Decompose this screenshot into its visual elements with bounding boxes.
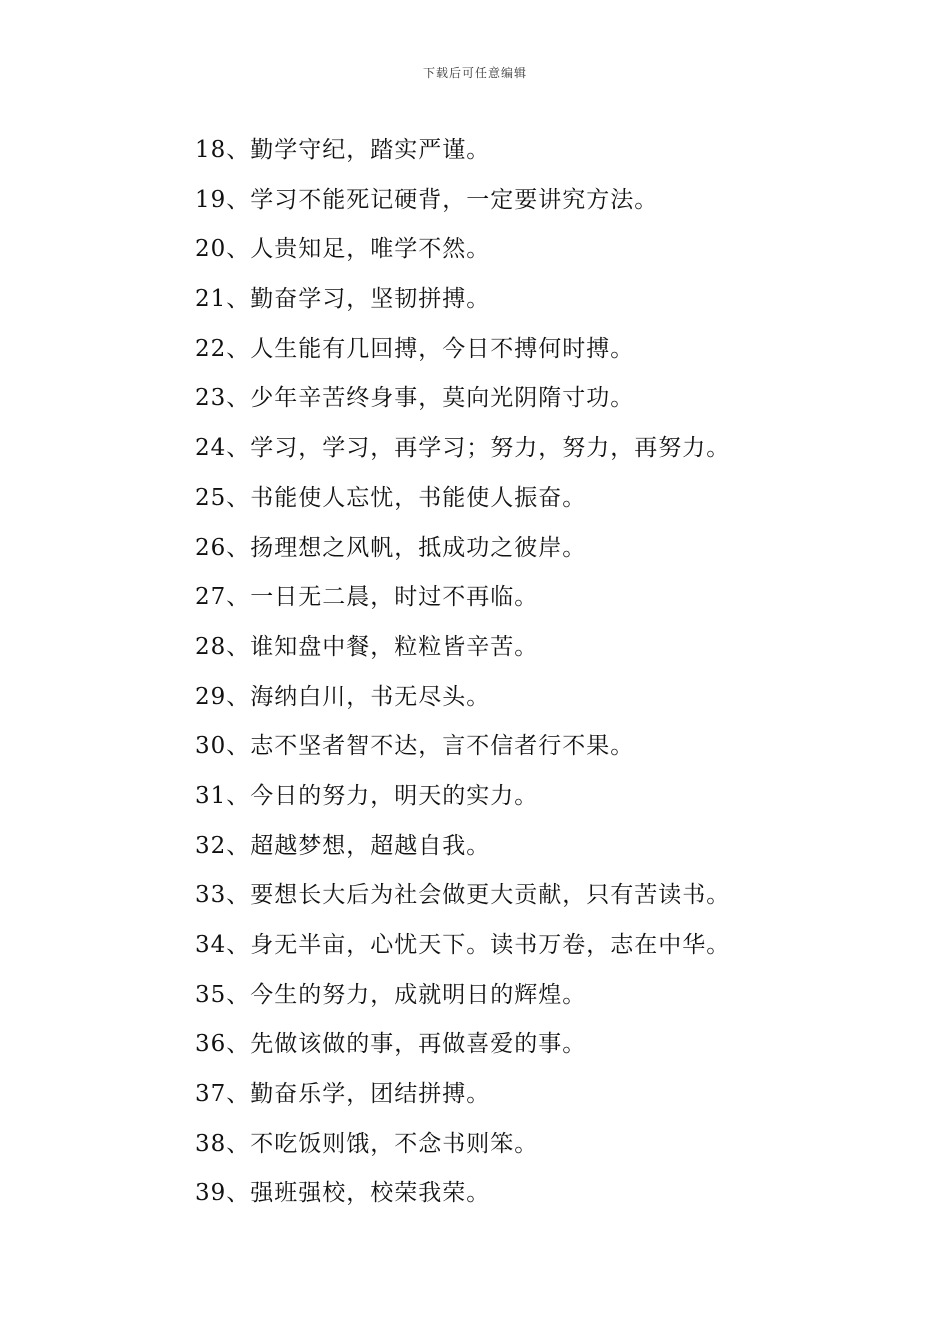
quote-item: 20、人贵知足，唯学不然。 — [195, 236, 491, 263]
quote-item: 27、一日无二晨，时过不再临。 — [195, 584, 539, 611]
quote-item: 33、要想长大后为社会做更大贡献，只有苦读书。 — [195, 882, 731, 909]
quote-item: 25、书能使人忘忧，书能使人振奋。 — [195, 484, 587, 511]
quote-item: 35、今生的努力，成就明日的辉煌。 — [195, 981, 587, 1008]
quote-item: 26、扬理想之风帆，抵成功之彼岸。 — [195, 534, 587, 561]
page-header: 下载后可任意编辑 — [422, 66, 527, 80]
quote-item: 39、强班强校，校荣我荣。 — [195, 1180, 491, 1207]
quote-item: 34、身无半亩，心忧天下。读书万卷，志在中华。 — [195, 932, 731, 958]
quote-item: 31、今日的努力，明天的实力。 — [195, 782, 539, 809]
quote-item: 29、海纳白川，书无尽头。 — [195, 683, 491, 710]
quote-item: 23、少年辛苦终身事，莫向光阴隋寸功。 — [195, 385, 635, 412]
quote-item: 22、人生能有几回搏，今日不搏何时搏。 — [195, 335, 635, 362]
quote-item: 21、勤奋学习，坚韧拼搏。 — [195, 286, 491, 313]
quote-item: 38、不吃饭则饿，不念书则笨。 — [195, 1130, 539, 1157]
quote-item: 24、学习，学习，再学习；努力，努力，再努力。 — [195, 435, 731, 462]
quote-list — [195, 132, 915, 1225]
quote-item: 37、勤奋乐学，团结拼搏。 — [195, 1081, 491, 1108]
quote-item: 19、学习不能死记硬背，一定要讲究方法。 — [195, 186, 659, 213]
quote-item: 36、先做该做的事，再做喜爱的事。 — [195, 1031, 587, 1058]
quote-item: 18、勤学守纪，踏实严谨。 — [195, 137, 491, 163]
quote-item: 32、超越梦想，超越自我。 — [195, 832, 491, 859]
quote-item: 28、谁知盘中餐，粒粒皆辛苦。 — [195, 633, 539, 660]
quote-item: 30、志不坚者智不达，言不信者行不果。 — [195, 733, 635, 760]
